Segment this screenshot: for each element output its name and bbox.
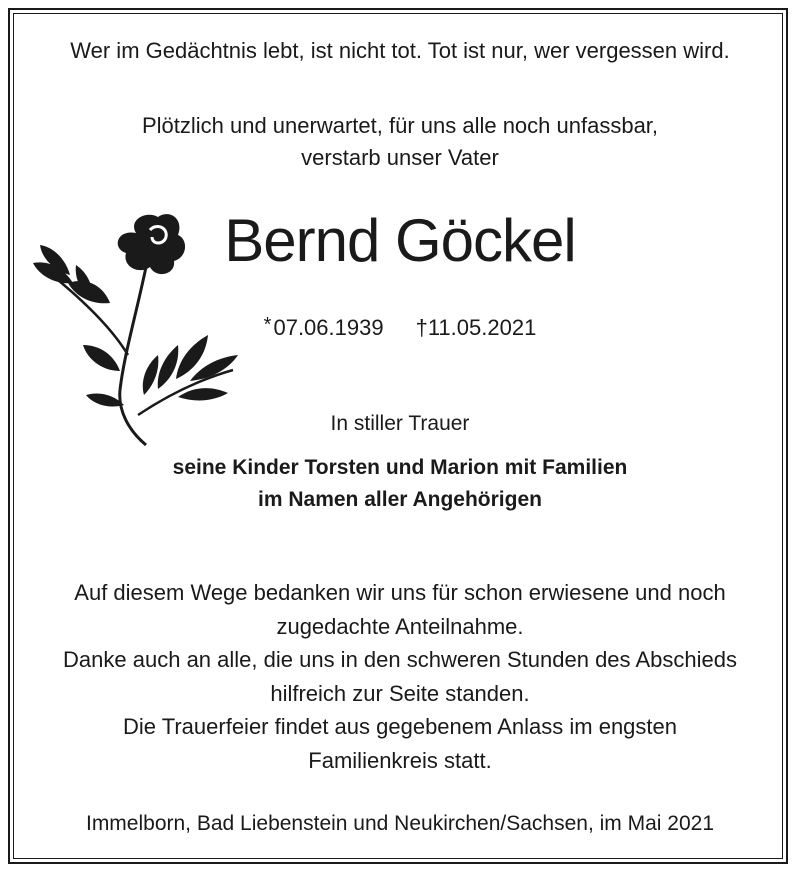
deceased-name-text: Bernd Göckel: [224, 207, 576, 274]
family-signature: [0, 452, 800, 516]
thanks-line-2: zugedachte Anteilnahme.: [276, 613, 524, 639]
place-and-date: Immelborn, Bad Liebenstein und Neukirchen/Sachsen, im Mai 2021: [85, 812, 715, 835]
death-date: 11.05.2021: [427, 315, 537, 340]
thanks-line-6: Familienkreis statt.: [308, 747, 492, 773]
mourning-phrase: In stiller Trauer: [330, 412, 470, 435]
thanks-line-4: hilfreich zur Seite standen.: [270, 680, 530, 706]
family-line-2: im Namen aller Angehörigen: [258, 488, 542, 511]
thanks-text: [0, 576, 800, 777]
motto: Wer im Gedächtnis lebt, ist nicht tot. Tot ist nur, wer vergessen wird.: [70, 38, 730, 63]
death-cross-icon: †: [415, 315, 428, 340]
thanks-line-1: Auf diesem Wege bedanken wir uns für schon erwiesene und noch: [74, 580, 726, 605]
birth-star-icon: *: [263, 314, 272, 336]
intro-text: [0, 110, 800, 174]
intro-line-1: Plötzlich und unerwartet, für uns alle noch unfassbar,: [141, 113, 659, 138]
family-line-1: seine Kinder Torsten und Marion mit Familien: [172, 456, 628, 479]
thanks-line-5: Die Trauerfeier findet aus gegebenem Anlass im engsten: [123, 714, 677, 739]
thanks-line-3: Danke auch an alle, die uns in den schweren Stunden des Abschieds: [63, 647, 737, 672]
intro-line-2: verstarb unser Vater: [301, 145, 499, 170]
deceased-name: [0, 206, 800, 275]
life-dates: [0, 315, 800, 341]
birth-date: 07.06.1939: [273, 315, 384, 340]
